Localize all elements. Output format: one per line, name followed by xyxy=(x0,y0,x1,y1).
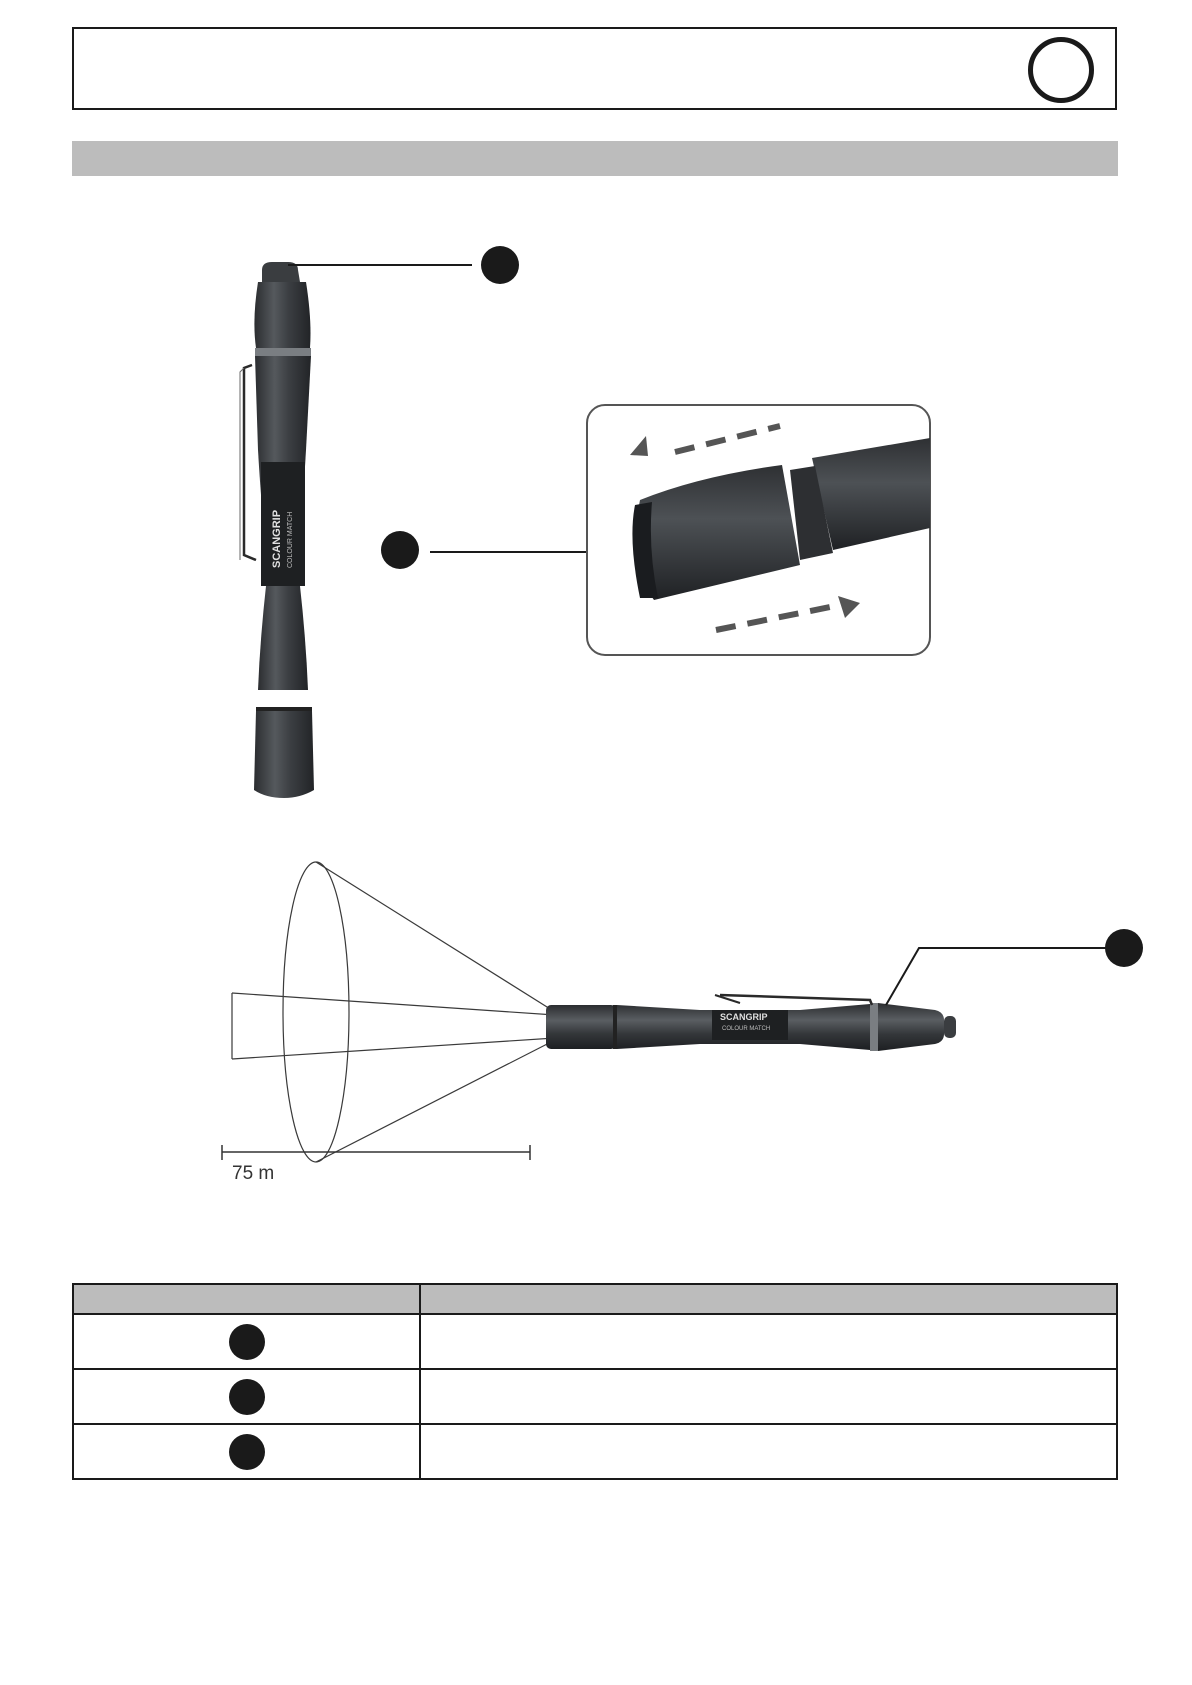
light-beam xyxy=(232,862,555,1162)
pen-brand-label-vertical: SCANGRIP xyxy=(271,509,283,568)
row-number-badge xyxy=(229,1434,265,1470)
pen-brand-label-horizontal: SCANGRIP xyxy=(720,1012,768,1022)
table-cell-description xyxy=(420,1369,1117,1424)
row-number-badge xyxy=(229,1324,265,1360)
pen-horizontal xyxy=(546,995,956,1051)
table-cell-number xyxy=(73,1369,420,1424)
distance-label: 75 m xyxy=(232,1163,275,1184)
pen-model-label-vertical: COLOUR MATCH xyxy=(287,511,294,568)
callout-dot-3 xyxy=(1105,929,1143,967)
row-number-badge xyxy=(229,1379,265,1415)
table-header-number xyxy=(73,1284,420,1314)
pen-model-label-horizontal: COLOUR MATCH xyxy=(722,1026,771,1032)
pen-vertical xyxy=(240,262,314,798)
callout-line-3 xyxy=(886,948,1108,1005)
table-cell-number xyxy=(73,1424,420,1479)
zoom-inset xyxy=(587,405,930,655)
table-cell-description xyxy=(420,1424,1117,1479)
table-header-row xyxy=(73,1284,1117,1314)
table-cell-description xyxy=(420,1314,1117,1369)
distance-scale xyxy=(222,1145,530,1160)
table-row xyxy=(73,1314,1117,1369)
table-cell-number xyxy=(73,1314,420,1369)
table-row xyxy=(73,1424,1117,1479)
table-row xyxy=(73,1369,1117,1424)
callout-dot-2 xyxy=(381,531,419,569)
table-header-description xyxy=(420,1284,1117,1314)
callout-dot-1 xyxy=(481,246,519,284)
parts-table xyxy=(72,1283,1118,1480)
